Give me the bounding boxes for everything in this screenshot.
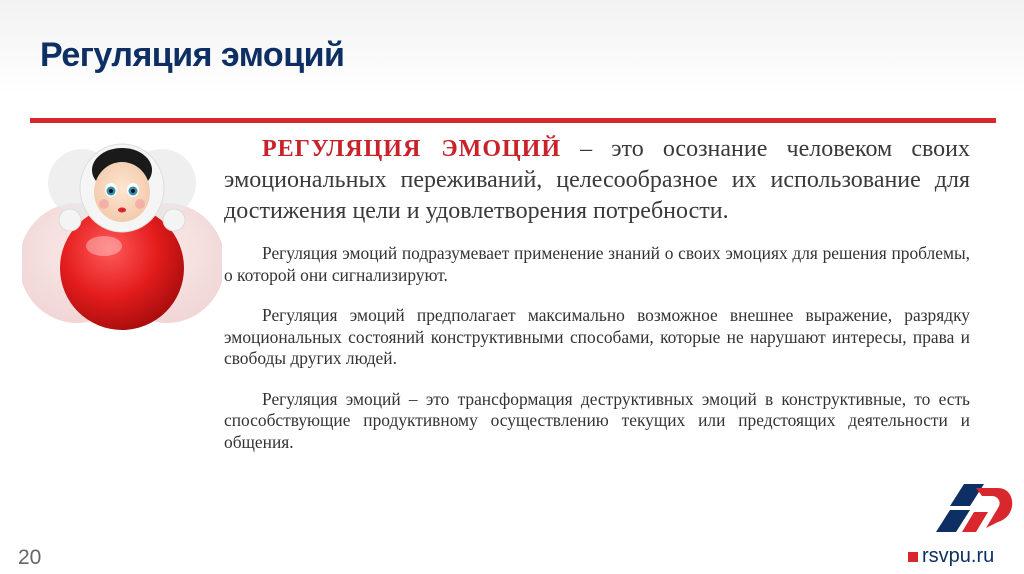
university-logo-icon: [936, 482, 1016, 540]
definition-paragraph: [224, 134, 970, 227]
paragraph-1: Регуляция эмоций подразумевает применение знаний о своих эмоциях для решения проблемы, о которой они сигнализируют.: [224, 243, 970, 285]
site-text: rsvpu.ru: [922, 545, 995, 567]
slide-content: [224, 134, 970, 472]
site-link[interactable]: [908, 545, 994, 568]
definition-term: РЕГУЛЯЦИЯ ЭМОЦИЙ: [262, 136, 561, 162]
page-number: 20: [18, 546, 42, 569]
slide-title: Регуляция эмоций: [40, 36, 345, 74]
paragraph-2: Регуляция эмоций предполагает максимально возможное внешнее выражение, разрядку эмоциональных состояний конструктивными способами, которые не нарушают интересы, права и свободы других людей.: [224, 305, 970, 368]
title-divider: [30, 118, 996, 123]
roly-poly-doll-icon: [22, 128, 222, 338]
paragraph-3: Регуляция эмоций – это трансформация деструктивных эмоций в конструктивные, то есть способствующие продуктивному осуществлению текущих или предстоящих деятельности и общения.: [224, 388, 970, 452]
site-bullet-icon: [908, 552, 918, 562]
definition-text: – это осознание человеком своих эмоциональных переживаний, целесообразное их использование для достижения цели и удовлетворения потребности.: [224, 136, 971, 224]
